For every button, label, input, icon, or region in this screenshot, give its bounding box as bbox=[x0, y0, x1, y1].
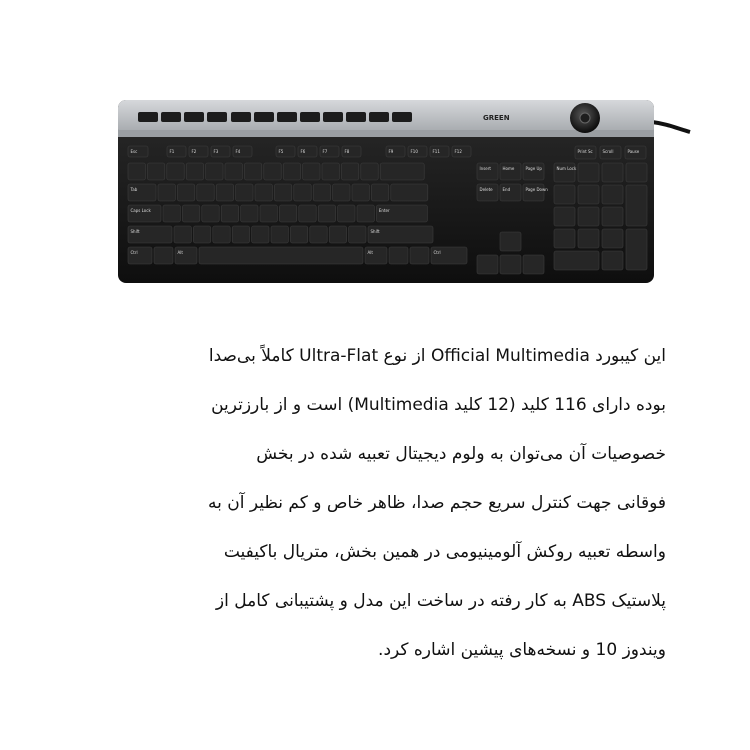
key bbox=[197, 184, 214, 201]
key bbox=[523, 255, 544, 274]
key bbox=[163, 205, 180, 222]
keyboard-photo bbox=[0, 0, 750, 320]
key-label: F9 bbox=[388, 149, 394, 154]
key-label: Page Down bbox=[525, 187, 548, 192]
key bbox=[338, 205, 355, 222]
media-key bbox=[161, 112, 181, 122]
key bbox=[554, 251, 599, 270]
description-line: فوقانی جهت کنترل سریع حجم صدا، ظاهر خاص و کم نظیر آن به bbox=[207, 493, 666, 513]
key bbox=[554, 229, 575, 248]
key bbox=[271, 226, 288, 243]
key bbox=[318, 205, 335, 222]
media-key bbox=[277, 112, 297, 122]
key bbox=[283, 163, 300, 180]
key bbox=[128, 163, 145, 180]
key-label: Scroll bbox=[602, 149, 614, 154]
media-key bbox=[346, 112, 366, 122]
description-line: پلاستیک ABS به کار رفته در ساخت این مدل و پشتیبانی کامل از bbox=[215, 591, 666, 611]
key bbox=[158, 184, 175, 201]
key-label: Shift bbox=[130, 229, 140, 234]
key bbox=[244, 163, 261, 180]
key bbox=[500, 232, 521, 251]
key bbox=[500, 255, 521, 274]
key-label: F7 bbox=[322, 149, 328, 154]
key-label: Tab bbox=[130, 187, 138, 192]
keyboard-cable bbox=[652, 122, 690, 132]
key bbox=[341, 163, 358, 180]
key bbox=[221, 205, 238, 222]
brand-logo: GREEN bbox=[483, 114, 510, 122]
media-key bbox=[231, 112, 251, 122]
key bbox=[602, 207, 623, 226]
media-key bbox=[300, 112, 320, 122]
key-label: End bbox=[502, 187, 511, 192]
description-line: این کیبورد Official Multimedia از نوع Ultra-Flat کاملاً بی‌صدا bbox=[208, 346, 666, 366]
key bbox=[389, 247, 408, 264]
key bbox=[199, 247, 363, 264]
key bbox=[264, 163, 281, 180]
key bbox=[216, 184, 233, 201]
key-label: Home bbox=[502, 166, 515, 171]
description-line: ویندوز 10 و نسخه‌های پیشین اشاره کرد. bbox=[378, 640, 666, 660]
key bbox=[322, 163, 339, 180]
key bbox=[602, 251, 623, 270]
key-label: Insert bbox=[479, 166, 491, 171]
key-label: Alt bbox=[177, 250, 183, 255]
media-key bbox=[138, 112, 158, 122]
key bbox=[313, 184, 330, 201]
key-label: F8 bbox=[344, 149, 350, 154]
key-label: Ctrl bbox=[130, 250, 138, 255]
key bbox=[329, 226, 346, 243]
key-label: Ctrl bbox=[433, 250, 441, 255]
description-line: خصوصیات آن می‌توان به ولوم دیجیتال تعبیه شده در بخش bbox=[256, 444, 666, 464]
key bbox=[626, 185, 647, 226]
key bbox=[236, 184, 253, 201]
key bbox=[241, 205, 258, 222]
key bbox=[206, 163, 223, 180]
key-label: F2 bbox=[191, 149, 197, 154]
key-label: F12 bbox=[454, 149, 462, 154]
key bbox=[554, 185, 575, 204]
key bbox=[294, 184, 311, 201]
key bbox=[361, 163, 378, 180]
key bbox=[213, 226, 230, 243]
key bbox=[274, 184, 291, 201]
key-label: F3 bbox=[213, 149, 219, 154]
key-label: Delete bbox=[479, 187, 493, 192]
key bbox=[380, 163, 424, 180]
key bbox=[410, 247, 429, 264]
key bbox=[290, 226, 307, 243]
key bbox=[357, 205, 374, 222]
key bbox=[154, 247, 173, 264]
key bbox=[554, 207, 575, 226]
key-label: Pause bbox=[627, 149, 640, 154]
key bbox=[578, 229, 599, 248]
key-label: Shift bbox=[370, 229, 380, 234]
key bbox=[260, 205, 277, 222]
key-label: Num Lock bbox=[556, 166, 577, 171]
media-key bbox=[184, 112, 204, 122]
description-line: بوده دارای 116 کلید (12 کلید Multimedia) است و از بارزترین bbox=[211, 395, 666, 415]
key bbox=[303, 163, 320, 180]
key bbox=[279, 205, 296, 222]
key bbox=[174, 226, 191, 243]
key bbox=[147, 163, 164, 180]
key-label: Alt bbox=[367, 250, 373, 255]
key bbox=[202, 205, 219, 222]
key bbox=[177, 184, 194, 201]
key bbox=[477, 255, 498, 274]
key bbox=[167, 163, 184, 180]
key bbox=[602, 185, 623, 204]
key bbox=[349, 226, 366, 243]
key-label: F1 bbox=[169, 149, 175, 154]
key bbox=[602, 229, 623, 248]
key-label: Esc bbox=[130, 149, 138, 154]
key bbox=[193, 226, 210, 243]
key bbox=[333, 184, 350, 201]
key-label: Enter bbox=[378, 208, 390, 213]
key-label: F10 bbox=[410, 149, 418, 154]
media-key bbox=[323, 112, 343, 122]
key-label: Print Sc bbox=[577, 149, 593, 154]
media-key bbox=[207, 112, 227, 122]
key bbox=[182, 205, 199, 222]
key-label: F11 bbox=[432, 149, 440, 154]
media-key bbox=[369, 112, 389, 122]
media-key bbox=[392, 112, 412, 122]
key bbox=[626, 229, 647, 270]
key bbox=[578, 163, 599, 182]
key-label: Caps Lock bbox=[130, 208, 151, 213]
key bbox=[626, 163, 647, 182]
key-label: F6 bbox=[300, 149, 306, 154]
key bbox=[299, 205, 316, 222]
description-line: واسطه تعبیه روکش آلومینیومی در همین بخش، متریال باکیفیت bbox=[223, 542, 666, 562]
key bbox=[225, 163, 242, 180]
key bbox=[352, 184, 369, 201]
product-description bbox=[120, 332, 666, 675]
key bbox=[602, 163, 623, 182]
key bbox=[232, 226, 249, 243]
key bbox=[391, 184, 428, 201]
key bbox=[252, 226, 269, 243]
key-label: Page Up bbox=[525, 166, 542, 171]
key bbox=[186, 163, 203, 180]
key-label: F4 bbox=[235, 149, 241, 154]
key bbox=[310, 226, 327, 243]
key-label: F5 bbox=[278, 149, 284, 154]
key bbox=[371, 184, 388, 201]
key bbox=[578, 185, 599, 204]
key bbox=[255, 184, 272, 201]
media-key bbox=[254, 112, 274, 122]
key bbox=[578, 207, 599, 226]
